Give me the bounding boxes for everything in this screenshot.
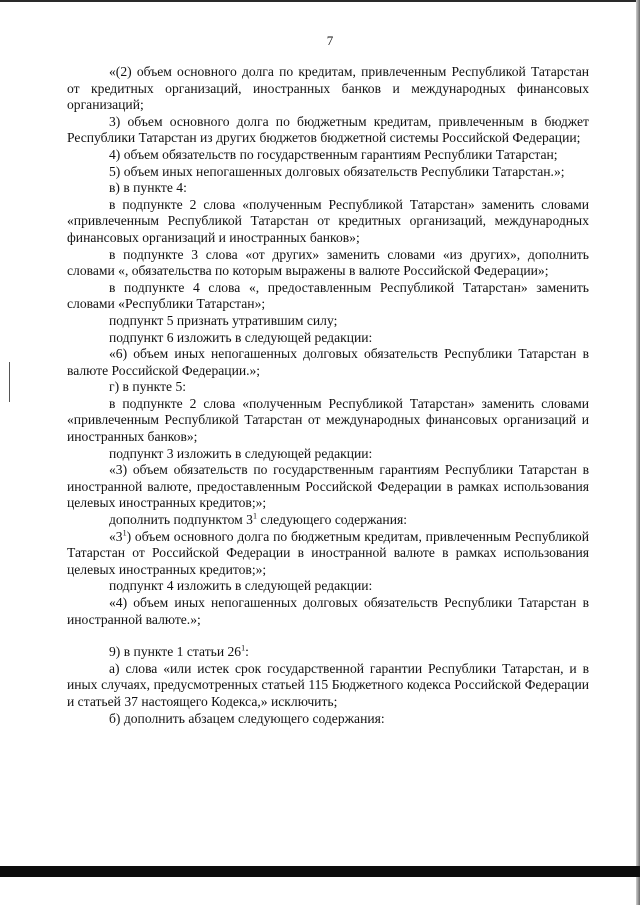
paragraph: 3) объем основного долга по бюджетным кредитам, привлеченным в бюджет Республики Татарстан из других бюджетов бюджетной системы Российской Федерации; <box>67 113 589 146</box>
paragraph: а) слова «или истек срок государственной гарантии Республики Татарстан, и в иных случаях, предусмотренных статьей 115 Бюджетного кодекса Российской Федерации и статьей 37 настоящего Кодекса,» исключить; <box>67 660 589 709</box>
superscript: 1 <box>241 643 246 653</box>
scan-edge-top <box>0 0 640 2</box>
paragraph: в) в пункте 4: <box>109 180 187 196</box>
paragraph: б) дополнить абзацем следующего содержания: <box>109 710 385 726</box>
scan-edge-right <box>636 0 640 905</box>
paragraph-text: 9) в пункте 1 статьи 26 <box>109 644 242 660</box>
paragraph-text: : <box>245 644 249 660</box>
paragraph: подпункт 6 изложить в следующей редакции: <box>109 329 373 345</box>
document-body <box>67 64 589 727</box>
paragraph-text: ) объем основного долга по бюджетным кредитам, привлеченным Республикой Татарстан от Российской Федерации в иностранной валюте в рамках использования целевых иностранных кредитов;»; <box>67 528 589 577</box>
paragraph <box>67 529 589 579</box>
scan-margin-mark <box>9 362 10 402</box>
paragraph: в подпункте 4 слова «, предоставленным Республикой Татарстан» заменить словами «Республики Татарстан»; <box>67 279 589 312</box>
paragraph: «(2) объем основного долга по кредитам, привлеченным Республикой Татарстан от кредитных организаций, иностранных банков и международных финансовых организаций; <box>67 64 589 113</box>
paragraph: «4) объем иных непогашенных долговых обязательств Республики Татарстан в иностранной валюте.»; <box>67 595 589 627</box>
paragraph: г) в пункте 5: <box>109 379 187 395</box>
paragraph: «6) объем иных непогашенных долговых обязательств Республики Татарстан в валюте Российской Федерации.»; <box>67 346 589 378</box>
paragraph: подпункт 4 изложить в следующей редакции: <box>109 578 373 594</box>
paragraph: 4) объем обязательств по государственным гарантиям Республики Татарстан; <box>109 146 558 162</box>
page-number: 7 <box>326 33 334 48</box>
superscript: 1 <box>122 528 127 538</box>
paragraph: подпункт 5 признать утратившим силу; <box>109 312 338 328</box>
paragraph: в подпункте 2 слова «полученным Республикой Татарстан» заменить словами «привлеченным Республикой Татарстан от кредитных организаций, международных финансовых организаций и иностранных банков»; <box>67 196 589 245</box>
superscript: 1 <box>252 511 257 521</box>
paragraph: подпункт 3 изложить в следующей редакции: <box>109 445 373 461</box>
paragraph: в подпункте 3 слова «от других» заменить словами «из других», дополнить словами «, обязательства по которым выражены в валюте Российской Федерации»; <box>67 246 589 279</box>
paragraph-text: «3 <box>109 528 123 544</box>
paragraph <box>67 644 589 661</box>
paragraph-text: дополнить подпунктом 3 <box>109 512 253 528</box>
paragraph <box>67 512 589 529</box>
paragraph: «3) объем обязательств по государственным гарантиям Республики Татарстан в иностранной валюте, предоставленным Российской Федерации в рамках использования целевых иностранных кредитов;»; <box>67 462 589 511</box>
paragraph-text: следующего содержания: <box>256 512 408 528</box>
paragraph: в подпункте 2 слова «полученным Республикой Татарстан» заменить словами «привлеченным Республикой Татарстан от международных финансовых организаций и иностранных банков»; <box>67 395 589 445</box>
paragraph: 5) объем иных непогашенных долговых обязательств Республики Татарстан.»; <box>109 163 565 179</box>
scan-edge-bottom <box>0 866 640 877</box>
